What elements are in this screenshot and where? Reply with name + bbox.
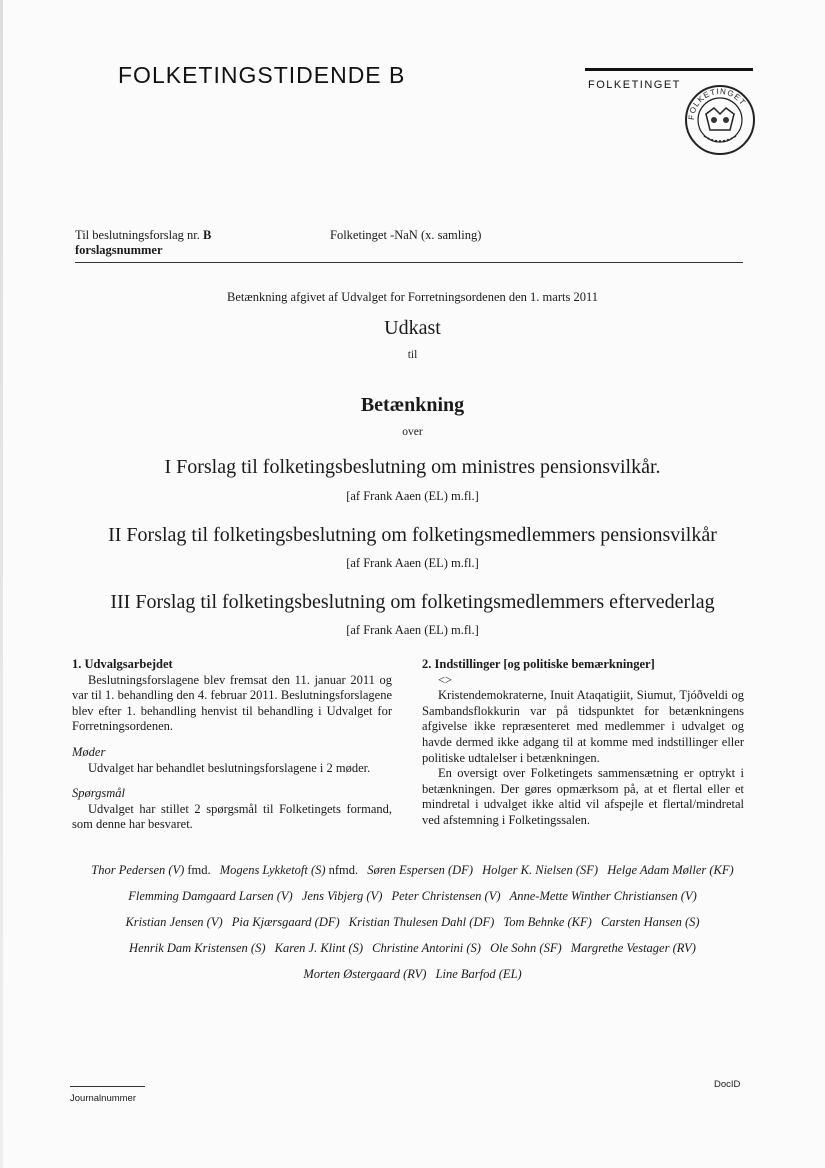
masthead-title: FOLKETINGSTIDENDE B <box>118 62 406 88</box>
section-2-para-1: Kristendemokraterne, Inuit Ataqatigiit, Siumut, Tjóðveldi og Sambandsflokkurin var på tidspunktet for betænkningens afgivelse ikke repræsenteret med medlemmer i udvalget og havde dermed ikke adgang til at komme med indstillinger eller politiske udtalelser i betænkningen. <box>422 688 744 765</box>
section-1-para-1: Beslutningsforslagene blev fremsat den 11. januar 2011 og var til 1. behandling den 4. februar 2011. Beslutningsforslagene blev efter 1. behandling henvist til behandling i Udvalget for Forretningsordenen. <box>72 672 392 734</box>
signer: Line Barfod (EL) <box>435 967 522 981</box>
proposal-1-author: [af Frank Aaen (EL) m.fl.] <box>346 489 479 503</box>
journal-number-label: Journalnummer <box>70 1093 136 1104</box>
signer: Morten Østergaard (RV) <box>303 967 427 981</box>
folketinget-seal-icon <box>684 84 756 156</box>
signer-role: fmd. <box>187 863 211 877</box>
report-title: Betænkning <box>360 394 465 416</box>
questions-subheading: Spørgsmål <box>72 786 126 801</box>
signature-line-5 <box>0 967 825 982</box>
proposal-number-field: forslagsnummer <box>75 243 163 257</box>
seal-lettering: FOLKETINGET <box>686 86 748 121</box>
signer: Karen J. Klint (S) <box>274 941 364 955</box>
signer: Henrik Dam Kristensen (S) <box>129 941 266 955</box>
scan-edge <box>0 0 3 1168</box>
signer: Kristian Thulesen Dahl (DF) <box>348 915 495 929</box>
draft-title: Udkast <box>384 317 441 339</box>
section-2-para-2: En oversigt over Folketingets sammensætning er optrykt i betænkningen. Der gøres opmærksom på, at et flertal eller et mindretal i udvalget ikke altid vil afspejle et flertal/mindretal ved afstemning i Folketingssalen. <box>422 766 744 827</box>
signature-line-4 <box>0 941 825 956</box>
proposal-2-author: [af Frank Aaen (EL) m.fl.] <box>346 556 479 570</box>
section-recommendations <box>422 657 744 829</box>
signer: Pia Kjærsgaard (DF) <box>231 915 340 929</box>
section-1-heading: 1. Udvalgsarbejdet <box>72 657 173 671</box>
proposal-reference-prefix: Til beslutningsforslag nr. <box>75 228 200 242</box>
proposal-3-title: III Forslag til folketingsbeslutning om folketingsmedlemmers eftervederlag <box>110 591 715 613</box>
signer: Thor Pedersen (V) <box>91 863 185 877</box>
footer-rule <box>70 1086 145 1087</box>
signer-role: nfmd. <box>328 863 359 877</box>
signer: Holger K. Nielsen (SF) <box>482 863 599 877</box>
section-2-heading: 2. Indstillinger [og politiske bemærkninger] <box>422 657 655 671</box>
signature-line-3 <box>0 915 825 930</box>
signer: Jens Vibjerg (V) <box>301 889 383 903</box>
proposal-3-author: [af Frank Aaen (EL) m.fl.] <box>346 623 479 637</box>
report-given-line: Betænkning afgivet af Udvalget for Forretningsordenen den 1. marts 2011 <box>227 290 598 304</box>
signer: Søren Espersen (DF) <box>367 863 473 877</box>
institution-rule <box>585 68 753 71</box>
signer: Tom Behnke (KF) <box>503 915 592 929</box>
proposal-reference <box>75 228 211 258</box>
doc-id-label: DocID <box>714 1079 741 1090</box>
session-label: Folketinget -NaN (x. samling) <box>330 228 482 242</box>
signer: Christine Antorini (S) <box>372 941 481 955</box>
section-1-para-3: Udvalget har stillet 2 spørgsmål til Folketingets formand, som denne har besvaret. <box>72 801 392 832</box>
signer: Carsten Hansen (S) <box>600 915 700 929</box>
til-label: til <box>407 349 418 361</box>
signature-line-1 <box>0 863 825 878</box>
over-label: over <box>402 426 423 438</box>
institution-label: FOLKETINGET <box>588 79 681 91</box>
signer: Flemming Damgaard Larsen (V) <box>128 889 293 903</box>
signer: Anne-Mette Winther Christiansen (V) <box>509 889 697 903</box>
proposal-2-title: II Forslag til folketingsbeslutning om folketingsmedlemmers pensionsvilkår <box>108 524 717 546</box>
signer: Margrethe Vestager (RV) <box>570 941 696 955</box>
proposal-1-title: I Forslag til folketingsbeslutning om ministres pensionsvilkår. <box>164 456 661 478</box>
section-committee-work <box>72 657 392 833</box>
meetings-subheading: Møder <box>72 744 106 759</box>
signer: Kristian Jensen (V) <box>125 915 223 929</box>
signer: Helge Adam Møller (KF) <box>607 863 734 877</box>
header-divider <box>75 262 743 263</box>
signer: Ole Sohn (SF) <box>490 941 562 955</box>
section-1-para-2: Udvalget har behandlet beslutningsforslagene i 2 møder. <box>88 760 371 775</box>
signer: Mogens Lykketoft (S) <box>219 863 326 877</box>
signature-line-2 <box>0 889 825 904</box>
proposal-reference-letter: B <box>203 228 212 242</box>
placeholder-glyph: <> <box>438 672 453 687</box>
signer: Peter Christensen (V) <box>391 889 501 903</box>
